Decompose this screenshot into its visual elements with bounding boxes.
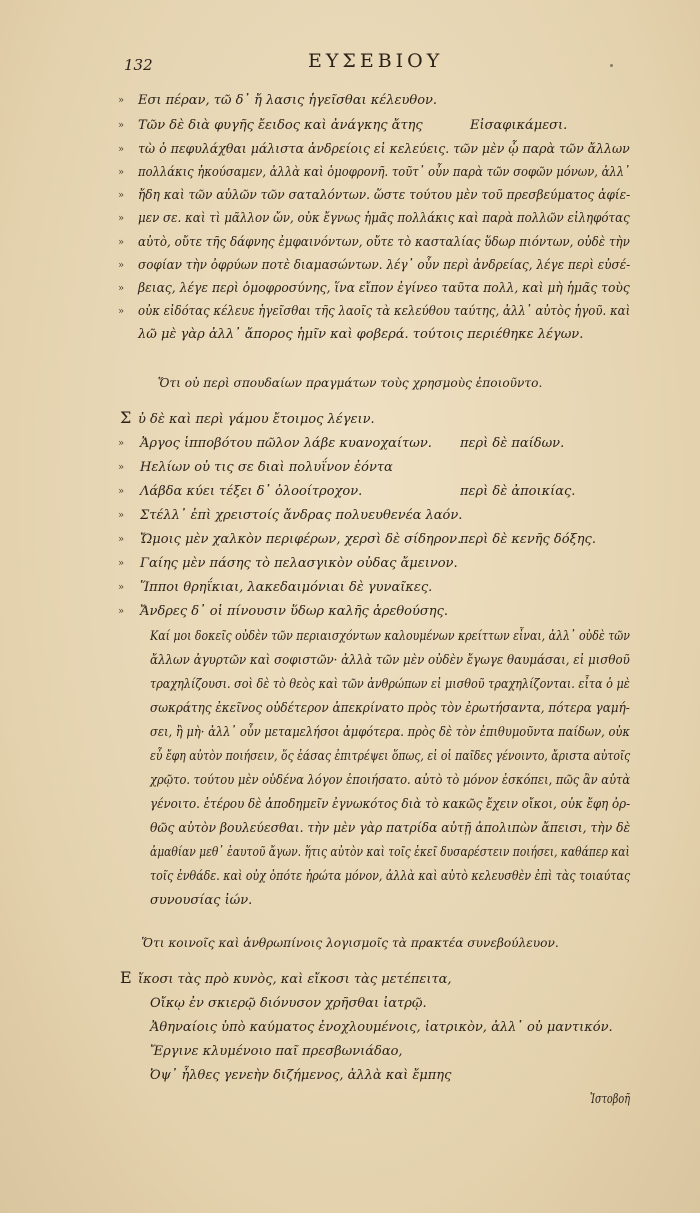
- ink-speck: [610, 64, 613, 67]
- catchword: Ἱστοβοῆ: [590, 1092, 630, 1107]
- side-note: Εἰσαφικάμεσι.: [470, 118, 568, 133]
- page-number: 132: [124, 56, 153, 74]
- side-note: περὶ δὲ παίδων.: [460, 436, 565, 451]
- side-note: περὶ δὲ ἀποικίας.: [460, 484, 576, 499]
- running-title: ΕΥΣΕΒΙΟΥ: [308, 50, 444, 72]
- book-page: 132 ΕΥΣΕΒΙΟΥ » Εσι πέραν, τῶ δ᾽ ἤ λασις ἡγεῖσθαι κέλευθον. » Τῶν δὲ διὰ φυγῆς ἔειδος καὶ ἀνάγκης ἄτης Εἰσαφικάμεσι. » τὼ ὁ πεφυλάχθαι μάλιστα ἀνδρείοις εἰ κελεύεις. τῶν μὲν ᾧ παρὰ τῶν ἄλλων » πολλάκις ἠκούσαμεν, ἀλλὰ καὶ ὁμοφρονῆ. τοῦτ᾽ οὖν παρὰ τῶν σοφῶν μόνων, ἀλλ᾽ » ἤδη καὶ τῶν αὐλῶν τῶν σαταλόντων. ὥστε τούτου μὲν τοῦ πρεσβεύματος ἀφίε- » μεν σε. καὶ τὶ μᾶλλον ὤν, οὐκ ἔγνως ἡμᾶς πολλάκις καὶ παρὰ πολλῶν εἰληφότας » αὐτὸ, οὔτε τῆς δάφνης ἐμφαινόντων, οὔτε τὸ κασταλίας ὕδωρ πιόντων, οὐδὲ τὴν » σοφίαν τὴν ὀφρύων ποτὲ διαμασώντων. λέγ᾽ οὖν περὶ ἀνδρείας, λέγε περὶ εὐσέ- » βειας, λέγε περὶ ὁμοφροσύνης, ἵνα εἴπον ἐγίνεο ταῦτα πολλ, καὶ μὴ ἡμᾶς τοὺς » οὐκ εἰδότας κέλευε ἡγεῖσθαι τῆς λαοῖς τὰ κελεύθου ταύτης, ἀλλ᾽ αὐτὸς ἡγοῦ. καὶ λῶ μὲ γὰρ ἀλλ᾽ ἄπορος ἡμῖν καὶ φοβερά. τούτοις περιέθηκε λέγων. Ὅτι οὐ περὶ σπουδαίων πραγμάτων τοὺς χρησμοὺς ἐποιοῦντο. Σ ὐ δὲ καὶ περὶ γάμου ἔτοιμος λέγειν. » Ἀργος ἱπποβότου πῶλον λάβε κυανοχαίτων. περὶ δὲ παίδων. » Ηελίων οὐ τις σε διαὶ πολυΐνον ἐόντα » Λάβδα κύει τέξει δ᾽ ὀλοοίτροχον. περὶ δὲ ἀποικίας. » Στέλλ᾽ ἐπὶ χρειστοίς ἄνδρας πολυευθενέα λαόν. » Ὤμοις μὲν χαλκὸν περιφέρων, χερσὶ δὲ σίδηρον. περὶ δὲ κενῆς δόξης. » Γαίης μὲν πάσης τὸ πελασγικὸν οὐδας ἄμεινον. » Ἵπποι θρηΐκιαι, λακεδαιμόνιαι δὲ γυναῖκες. » Ἄνδρες δ᾽ οἱ πίνουσιν ὕδωρ καλῆς ἀρεθούσης. Καί μοι δοκεῖς οὐδὲν τῶν περιαισχόντων καλουμένων κρείττων εἶναι, ἀλλ᾽ οὐδὲ τῶν ἄλλων ἀγυρτῶν καὶ σοφιστῶν· ἀλλὰ τῶν μὲν οὐδὲν ἔγωγε θαυμάσαι, εἰ μισθοῦ τραχηλίζουσι. σοὶ δὲ τὸ θεὸς καὶ τῶν ἀνθρώπων εἰ μισθοῦ τραχηλίζονται. εἶτα ὁ μὲ σωκράτης ἐκεῖνος οὐδέτερον ἀπεκρίνατο πρὸς τὸν ἐρωτήσαντα, πότερα γαμή- σει, ἢ μὴ· ἀλλ᾽ οὖν μεταμελήσοι ἀμφότερα. πρὸς δὲ τὸν ἐπιθυμοῦντα παίδων, οὐκ εὖ ἔφη αὐτὸν ποιήσειν, ὅς ἐάσας ἐπιτρέψει ὅπως, εἰ οἱ παῖδες γένοιντο, ἄριστα αὐτοῖς χρῷτο. τούτου μὲν οὐδένα λόγον ἐποιήσατο. αὐτὸ τὸ μόνον ἐσκόπει, πῶς ἂν αὐτὰ γένοιτο. ἑτέρου δὲ ἀποδημεῖν ἐγνωκότος διὰ τὸ κακῶς ἔχειν οἴκοι, οὐκ ἔφη ὀρ- θῶς αὐτὸν βουλεύεσθαι. τὴν μὲν γὰρ πατρίδα αὐτῇ ἀπολιπὼν ἄπεισι, τὴν δὲ ἀμαθίαν μεθ᾽ ἑαυτοῦ ἄγων. ἥτις αὐτὸν καὶ τοῖς ἐκεῖ δυσαρέστειν ποιήσει, καθάπερ καὶ τοῖς ἐνθάδε. καὶ οὐχ ὁπότε ἠρώτα μόνον, ἀλλὰ καὶ αὐτὸ κελευσθὲν ἐπὶ τὰς τοιαύτας συνουσίας ἰών. Ὅτι κοινοῖς καὶ ἀνθρωπίνοις λογισμοῖς τὰ πρακτέα συνεβούλευον. Ε ἴκοσι τὰς πρὸ κυνὸς, καὶ εἴκοσι τὰς μετέπειτα, Οἴκῳ ἐν σκιερῷ διόνυσον χρῆσθαι ἰατρῷ. Ἀθηναίοις ὑπὸ καύματος ἐνοχλουμένοις, ἰατρικὸν, ἀλλ᾽ οὐ μαντικόν. Ἔργινε κλυμένοιο παῖ πρεσβωνιάδαο, Ὀψ᾽ ἦλθες γενεὴν διζήμενος, ἀλλὰ καὶ ἔμπης Ἱστοβοῆ: [0, 0, 700, 1213]
- page-header: [0, 48, 700, 78]
- side-note: περὶ δὲ κενῆς δόξης.: [460, 532, 596, 547]
- section-heading: Ὅτι κοινοῖς καὶ ἀνθρωπίνοις λογισμοῖς τὰ πρακτέα συνεβούλευον.: [141, 936, 559, 950]
- initial-letter: Ε: [120, 968, 132, 987]
- initial-letter: Σ: [120, 408, 132, 427]
- section-heading: Ὅτι οὐ περὶ σπουδαίων πραγμάτων τοὺς χρησμοὺς ἐποιοῦντο.: [157, 376, 543, 390]
